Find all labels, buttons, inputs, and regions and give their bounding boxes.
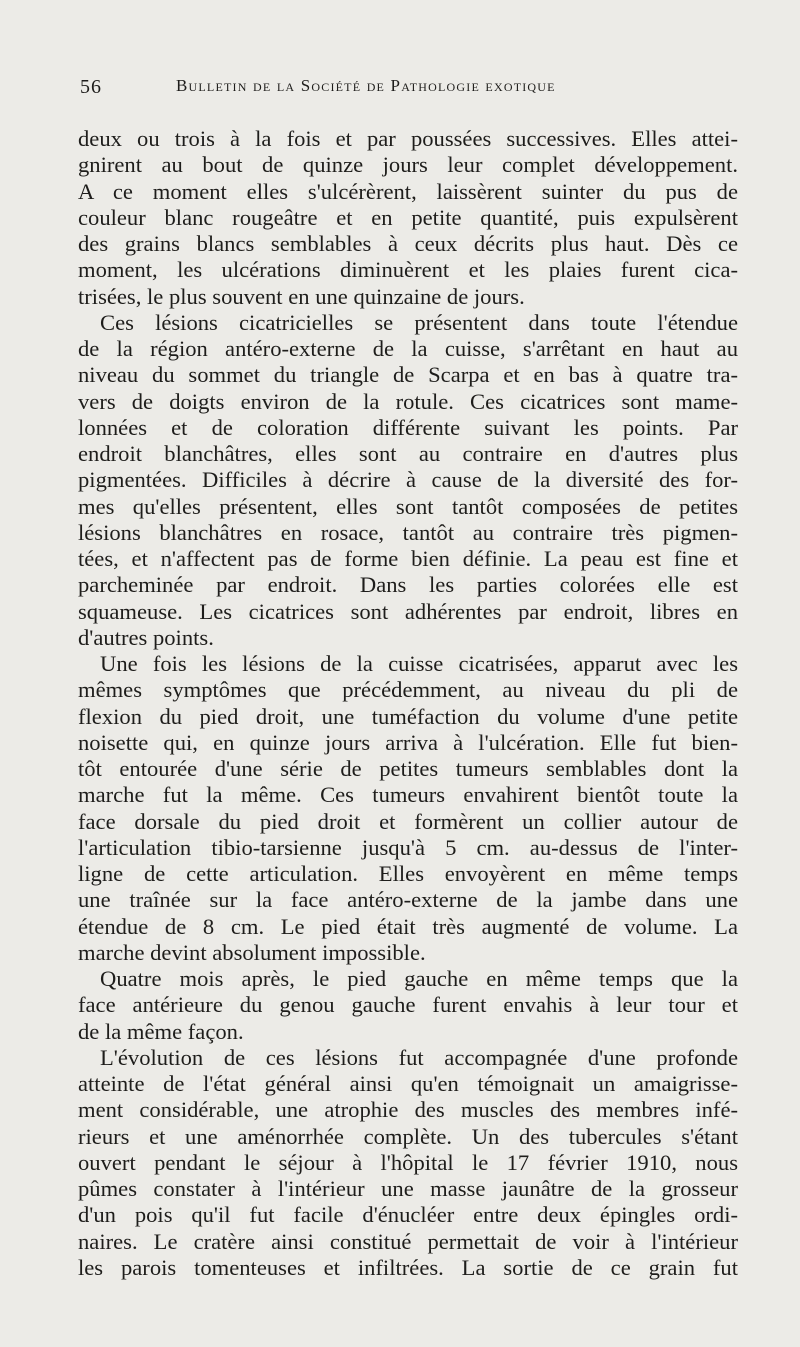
text-line: de la même façon. — [78, 1018, 244, 1044]
paragraph — [78, 966, 738, 1045]
text-line: tées, et n'affectent pas de forme bien définie. La peau est fine et — [78, 546, 738, 571]
text-line: rieurs et une aménorrhée complète. Un des tubercules s'étant — [78, 1123, 738, 1149]
text-line: gnirent au bout de quinze jours leur complet développement. — [78, 152, 738, 178]
text-line: marche devint absolument impossible. — [78, 939, 426, 965]
text-line: vers de doigts environ de la rotule. Ces cicatrices sont mame- — [78, 388, 738, 414]
paragraph — [78, 310, 738, 651]
text-line: atteinte de l'état général ainsi qu'en témoignait un amaigrisse- — [78, 1071, 738, 1096]
text-line: tôt entourée d'une série de petites tumeurs semblables dont la — [78, 756, 738, 781]
text-line: face dorsale du pied droit et formèrent un collier autour de — [78, 808, 738, 834]
text-line: niveau du sommet du triangle de Scarpa et en bas à quatre tra- — [78, 362, 738, 388]
text-line: ligne de cette articulation. Elles envoyèrent en même temps — [78, 861, 738, 886]
text-line: squameuse. Les cicatrices sont adhérentes par endroit, libres en — [78, 598, 738, 624]
page-number: 56 — [80, 76, 102, 98]
text-line: Ces lésions cicatricielles se présentent dans toute l'étendue — [100, 309, 738, 335]
text-line: des grains blancs semblables à ceux décrits plus haut. Dès ce — [78, 231, 738, 256]
text-line: moment, les ulcérations diminuèrent et les plaies furent cica- — [78, 257, 738, 283]
text-line: pûmes constater à l'intérieur une masse jaunâtre de la grosseur — [78, 1176, 738, 1201]
text-line: ouvert pendant le séjour à l'hôpital le 17 février 1910, nous — [78, 1149, 738, 1175]
text-line: couleur blanc rougeâtre et en petite quantité, puis expulsèrent — [78, 204, 738, 230]
text-line: ment considérable, une atrophie des muscles des membres infé- — [78, 1097, 738, 1123]
text-line: lésions blanchâtres en rosace, tantôt au contraire très pigmen- — [78, 519, 738, 545]
text-line: parcheminée par endroit. Dans les parties colorées elle est — [78, 572, 738, 598]
text-line: flexion du pied droit, une tuméfaction du volume d'une petite — [78, 703, 738, 729]
text-line: mes qu'elles présentent, elles sont tantôt composées de petites — [78, 493, 738, 519]
text-line: étendue de 8 cm. Le pied était très augmenté de volume. La — [78, 913, 738, 939]
text-line: L'évolution de ces lésions fut accompagnée d'une profonde — [100, 1044, 738, 1070]
text-line: A ce moment elles s'ulcérèrent, laissèrent suinter du pus de — [78, 178, 738, 204]
text-line: deux ou trois à la fois et par poussées successives. Elles attei- — [78, 126, 738, 151]
text-line: naires. Le cratère ainsi constitué permettait de voir à l'intérieur — [78, 1228, 738, 1254]
text-line: marche fut la même. Ces tumeurs envahirent bientôt toute la — [78, 782, 738, 808]
text-line: trisées, le plus souvent en une quinzaine de jours. — [78, 283, 525, 309]
text-line: l'articulation tibio-tarsienne jusqu'à 5 cm. au-dessus de l'inter- — [78, 834, 738, 860]
text-line: pigmentées. Difficiles à décrire à cause de la diversité des for- — [78, 467, 738, 493]
paragraph — [78, 126, 738, 310]
running-head — [80, 76, 730, 106]
text-line: Une fois les lésions de la cuisse cicatrisées, apparut avec les — [100, 651, 738, 676]
paragraph — [78, 1045, 738, 1281]
body-text — [78, 126, 738, 1281]
text-line: de la région antéro-externe de la cuisse, s'arrêtant en haut au — [78, 336, 738, 361]
text-line: lonnées et de coloration différente suivant les points. Par — [78, 414, 738, 440]
text-line: endroit blanchâtres, elles sont au contraire en d'autres plus — [78, 441, 738, 466]
text-line: noisette qui, en quinze jours arriva à l'ulcération. Elle fut bien- — [78, 729, 738, 755]
text-line: face antérieure du genou gauche furent envahis à leur tour et — [78, 992, 738, 1018]
paragraph — [78, 651, 738, 966]
text-line: Quatre mois après, le pied gauche en même temps que la — [100, 966, 738, 991]
text-line: mêmes symptômes que précédemment, au niveau du pli de — [78, 677, 738, 703]
journal-title: Bulletin de la Société de Pathologie exotique — [176, 76, 556, 95]
text-line: une traînée sur la face antéro-externe de la jambe dans une — [78, 887, 738, 913]
text-line: d'un pois qu'il fut facile d'énucléer entre deux épingles ordi- — [78, 1202, 738, 1228]
text-line: les parois tomenteuses et infiltrées. La sortie de ce grain fut — [78, 1254, 738, 1280]
text-line: d'autres points. — [78, 624, 214, 650]
